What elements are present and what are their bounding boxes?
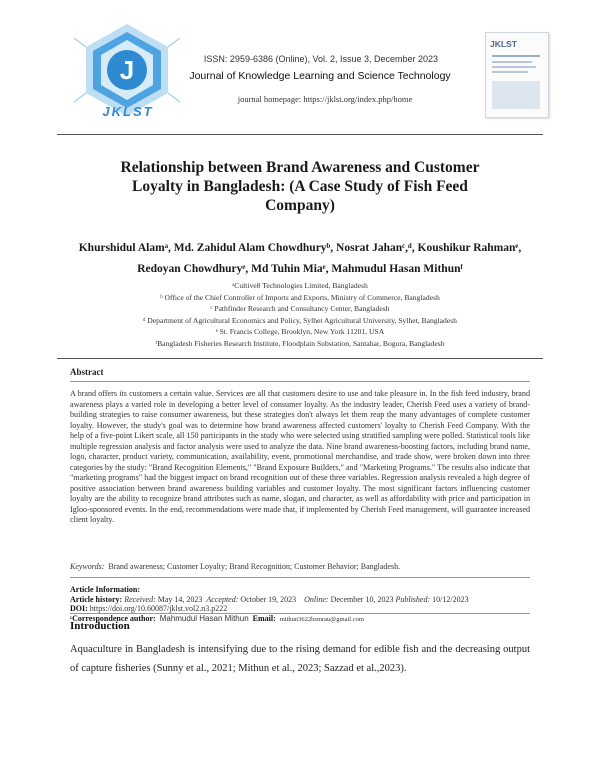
journal-cover-thumbnail <box>485 32 549 118</box>
introduction-text: Aquaculture in Bangladesh is intensifying due to the rising demand for edible fish and the decreasing output of capture fisheries (Sunny et al., 2021; Mithun et al., 2023; Sazzad et al.,2023). <box>70 644 530 674</box>
article-information <box>70 585 530 624</box>
journal-logo-text: JKLST <box>102 104 154 119</box>
abstract-heading: Abstract <box>70 367 104 377</box>
header-divider <box>57 134 543 135</box>
title-line: Loyalty in Bangladesh: (A Case Study of Fish Feed <box>132 178 468 195</box>
affiliation: ᵈ Department of Agricultural Economics and Policy, Sylhet Agricultural University, Sylhet, Bangladesh <box>143 315 457 325</box>
doi-label: DOI: <box>70 604 88 614</box>
email-link[interactable]: mithun3622bsmrau@gmail.com <box>279 615 364 623</box>
doi-link[interactable]: https://doi.org/10.60087/jklst.vol2.n3.p222 <box>89 604 228 614</box>
affiliation-list <box>60 280 540 350</box>
title-line: Company) <box>265 197 335 214</box>
abstract-text: A brand offers its customers a certain value. Services are all that customers desire to use and take pleasure in. In the fish feed industry, brand awareness plays a varied role in developing a better level of consumer loyalty. As the industry leader, Cherish Feed uses a variety of brand-building strategies to raise consumer awareness, but these strategies don't always let them reap the many advantages of complete customer loyalty. However, the study's goal was to determine how brand awareness affected customers' loyalty to Cherish Feed Company. With the help of a five-point Likert scale, all 150 participants in the study who were selected using stratified sampling were polled. Statistical tools like multiple regression analysis and factor analysis were used to analyze the data. Nine brand awareness-boosting factors, including brand name, logo, character, product variety, communication, availability, event, promotional merchandise, and trade show, were broken down into three categories by the study: "Brand Recognition Elements," "Brand Exposure Builders," and "Marketing Programs." The results also indicate that "marketing programs" had the biggest impact on brand recognition out of these three variables. Regression analysis revealed a high degree of positive association between brand awareness building variables and customer loyalty. The most significant factors influencing customer loyalty are the ability to recognize brand attributes such as name, slogan, and character, as well as affordability with price and participation in Igloo-sponsored events. In the end, recommendations were made that, if implemented by Cherish Feed management, will guarantee increased client loyalty. <box>70 389 530 524</box>
received-date: May 14, 2023 <box>157 594 203 604</box>
accepted-label: Accepted: <box>206 594 239 604</box>
article-info-heading: Article Information: <box>70 585 140 594</box>
paper-title <box>80 158 520 215</box>
correspondence-label: ᶜCorrespondence author: <box>70 613 156 623</box>
affiliation: ᵉ St. Francis College, Brooklyn, New York 11201, USA <box>215 327 385 337</box>
journal-homepage-link[interactable]: journal homepage: https://jklst.org/index.php/home <box>237 94 413 104</box>
cover-image <box>492 81 540 109</box>
email-label: Email: <box>252 613 276 623</box>
affiliation: ᵇ Office of the Chief Controller of Imports and Exports, Ministry of Commerce, Bangladesh <box>160 292 440 302</box>
keywords-label: Keywords: <box>70 562 105 571</box>
published-date: 10/12/2023 <box>432 594 469 604</box>
title-line: Relationship between Brand Awareness and Customer <box>120 159 480 176</box>
issn-line: ISSN: 2959-6386 (Online), Vol. 2, Issue 3, December 2023 <box>203 54 439 64</box>
affiliation: ᶠBangladesh Fisheries Research Institute, Floodplain Substation, Santahar, Bogura, Bangladesh <box>155 338 445 348</box>
cover-brand-text: JKLST <box>490 39 517 49</box>
published-label: Published: <box>395 594 431 604</box>
author-line: Redoyan Chowdhuryᵉ, Md Tuhin Miaᵉ, Mahmudul Hasan Mithunᶠ <box>137 263 463 275</box>
accepted-date: October 19, 2023 <box>240 594 297 604</box>
cover-line <box>492 71 528 73</box>
history-label: Article history: <box>70 594 123 604</box>
journal-name: Journal of Knowledge Learning and Science Technology <box>189 70 451 82</box>
cover-line <box>492 66 536 68</box>
author-line: Khurshidul Alamᵃ, Md. Zahidul Alam Chowdhuryᵇ, Nosrat Jahanᶜ,ᵈ, Koushikur Rahmanᵉ, <box>78 242 522 254</box>
online-label: Online: <box>304 594 329 604</box>
affiliation: ᵃCultive8 Technologies Limited, Bangladesh <box>232 281 368 290</box>
svg-text:J: J <box>119 55 135 85</box>
keywords <box>70 562 530 571</box>
abstract-top-divider <box>57 358 543 359</box>
author-list <box>60 238 540 280</box>
introduction-heading: Introduction <box>70 620 130 632</box>
abstract-divider <box>70 381 530 382</box>
keywords-divider <box>70 577 530 578</box>
received-label: Received: <box>124 594 156 604</box>
online-date: December 10, 2023 <box>330 594 394 604</box>
cover-line <box>492 61 532 63</box>
correspondence-name: Mahmudul Hasan Mithun <box>159 613 249 623</box>
cover-line <box>492 55 540 57</box>
article-history <box>70 595 530 605</box>
info-divider <box>70 613 530 614</box>
affiliation: ᶜ Pathfinder Research and Consultancy Center, Bangladesh <box>210 304 390 314</box>
keywords-text: Brand awareness; Customer Loyalty; Brand Recognition; Customer Behavior; Bangladesh. <box>108 562 401 571</box>
correspondence-line <box>70 614 530 625</box>
